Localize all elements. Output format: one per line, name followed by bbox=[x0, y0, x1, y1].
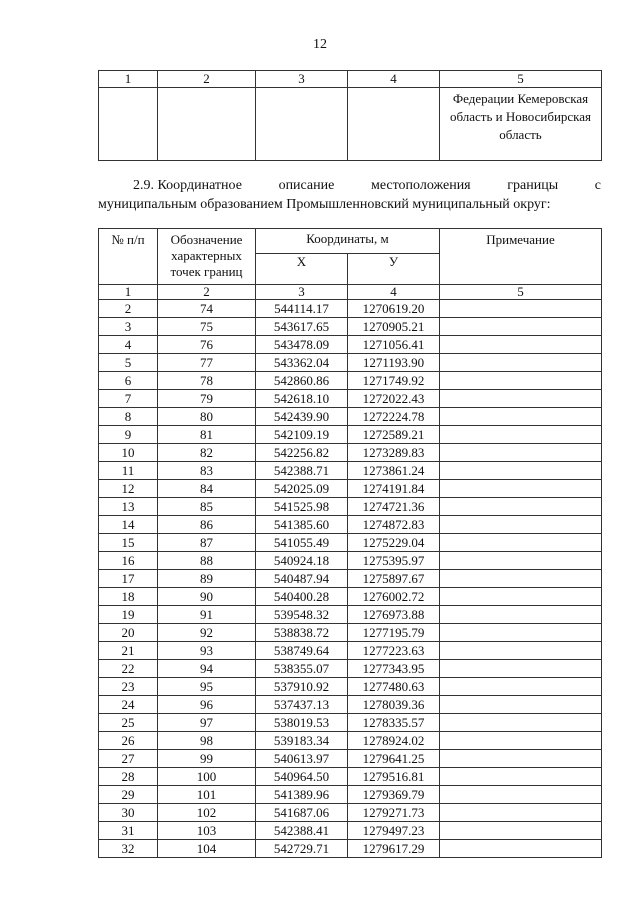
coord-y-cell: 1279617.29 bbox=[348, 840, 440, 858]
note-cell bbox=[440, 336, 602, 354]
point-designation-cell: 77 bbox=[158, 354, 256, 372]
point-designation-cell: 86 bbox=[158, 516, 256, 534]
note-cell bbox=[440, 714, 602, 732]
note-cell bbox=[440, 660, 602, 678]
coord-x-cell: 542860.86 bbox=[256, 372, 348, 390]
section-heading-line bbox=[98, 176, 601, 195]
note-cell bbox=[440, 354, 602, 372]
table-row bbox=[99, 390, 602, 408]
note-cell bbox=[440, 786, 602, 804]
table-row bbox=[99, 300, 602, 318]
coord-x-cell: 542729.71 bbox=[256, 840, 348, 858]
coord-x-cell: 541525.98 bbox=[256, 498, 348, 516]
section-text-line: муниципальным образованием Промышленновский муниципальный округ: bbox=[98, 197, 551, 212]
coord-y-cell: 1273861.24 bbox=[348, 462, 440, 480]
table-row bbox=[99, 714, 602, 732]
coord-y-cell: 1277223.63 bbox=[348, 642, 440, 660]
coord-y-cell: 1279369.79 bbox=[348, 786, 440, 804]
point-index-cell: 11 bbox=[99, 462, 158, 480]
header-note: Примечание bbox=[440, 229, 602, 285]
column-number: 5 bbox=[440, 71, 602, 88]
coord-x-cell: 537910.92 bbox=[256, 678, 348, 696]
table-row bbox=[99, 444, 602, 462]
table-row bbox=[99, 606, 602, 624]
point-index-cell: 29 bbox=[99, 786, 158, 804]
heading-word: местоположения bbox=[370, 178, 471, 193]
point-index-cell: 17 bbox=[99, 570, 158, 588]
point-designation-cell: 90 bbox=[158, 588, 256, 606]
point-designation-cell: 88 bbox=[158, 552, 256, 570]
point-designation-cell: 79 bbox=[158, 390, 256, 408]
column-number: 3 bbox=[256, 285, 348, 300]
point-index-cell: 6 bbox=[99, 372, 158, 390]
header-number: № п/п bbox=[99, 229, 158, 285]
point-index-cell: 3 bbox=[99, 318, 158, 336]
header-row bbox=[99, 229, 602, 254]
column-number: 1 bbox=[99, 285, 158, 300]
coord-y-cell: 1278039.36 bbox=[348, 696, 440, 714]
continuation-table bbox=[98, 70, 602, 161]
coord-y-cell: 1272589.21 bbox=[348, 426, 440, 444]
header-coordinates: Координаты, м bbox=[256, 229, 440, 254]
coord-y-cell: 1270619.20 bbox=[348, 300, 440, 318]
coord-y-cell: 1278335.57 bbox=[348, 714, 440, 732]
column-number-row bbox=[99, 285, 602, 300]
table-row bbox=[99, 768, 602, 786]
point-designation-cell: 102 bbox=[158, 804, 256, 822]
column-number: 5 bbox=[440, 285, 602, 300]
note-cell bbox=[440, 696, 602, 714]
note-cell bbox=[440, 570, 602, 588]
table-row bbox=[99, 516, 602, 534]
note-cell bbox=[440, 408, 602, 426]
coord-x-cell: 540400.28 bbox=[256, 588, 348, 606]
table-row bbox=[99, 804, 602, 822]
coord-x-cell: 542388.71 bbox=[256, 462, 348, 480]
page-number: 12 bbox=[313, 37, 327, 52]
coord-x-cell: 539183.34 bbox=[256, 732, 348, 750]
coord-y-cell: 1279516.81 bbox=[348, 768, 440, 786]
note-cell bbox=[440, 624, 602, 642]
coord-x-cell: 538355.07 bbox=[256, 660, 348, 678]
column-number: 4 bbox=[348, 285, 440, 300]
heading-word: границы bbox=[507, 178, 559, 193]
column-number: 3 bbox=[256, 71, 348, 88]
point-index-cell: 12 bbox=[99, 480, 158, 498]
note-cell bbox=[440, 552, 602, 570]
point-index-cell: 13 bbox=[99, 498, 158, 516]
table-row bbox=[99, 426, 602, 444]
point-index-cell: 7 bbox=[99, 390, 158, 408]
point-index-cell: 31 bbox=[99, 822, 158, 840]
coord-y-cell: 1277480.63 bbox=[348, 678, 440, 696]
coord-y-cell: 1274872.83 bbox=[348, 516, 440, 534]
point-designation-cell: 82 bbox=[158, 444, 256, 462]
header-y: У bbox=[348, 254, 440, 285]
point-designation-cell: 101 bbox=[158, 786, 256, 804]
section-paragraph bbox=[98, 176, 601, 214]
table-row bbox=[99, 336, 602, 354]
note-cell bbox=[440, 462, 602, 480]
point-index-cell: 18 bbox=[99, 588, 158, 606]
coord-x-cell: 540613.97 bbox=[256, 750, 348, 768]
point-index-cell: 19 bbox=[99, 606, 158, 624]
table-row bbox=[99, 552, 602, 570]
coord-y-cell: 1277195.79 bbox=[348, 624, 440, 642]
point-designation-cell: 104 bbox=[158, 840, 256, 858]
point-index-cell: 25 bbox=[99, 714, 158, 732]
table-cell bbox=[158, 88, 256, 161]
point-designation-cell: 83 bbox=[158, 462, 256, 480]
note-cell bbox=[440, 390, 602, 408]
coord-x-cell: 538019.53 bbox=[256, 714, 348, 732]
table-row bbox=[99, 660, 602, 678]
point-index-cell: 5 bbox=[99, 354, 158, 372]
note-cell bbox=[440, 768, 602, 786]
point-designation-cell: 76 bbox=[158, 336, 256, 354]
note-cell bbox=[440, 732, 602, 750]
note-cell bbox=[440, 426, 602, 444]
table-row bbox=[99, 678, 602, 696]
note-cell bbox=[440, 642, 602, 660]
coord-y-cell: 1275229.04 bbox=[348, 534, 440, 552]
table-row bbox=[99, 588, 602, 606]
heading-word: описание bbox=[278, 178, 335, 193]
coord-x-cell: 540924.18 bbox=[256, 552, 348, 570]
point-index-cell: 4 bbox=[99, 336, 158, 354]
note-cell bbox=[440, 534, 602, 552]
coord-x-cell: 544114.17 bbox=[256, 300, 348, 318]
point-designation-cell: 98 bbox=[158, 732, 256, 750]
note-cell bbox=[440, 300, 602, 318]
header-designation: Обозначение характерных точек границ bbox=[158, 229, 256, 285]
point-designation-cell: 91 bbox=[158, 606, 256, 624]
table-row bbox=[99, 696, 602, 714]
point-designation-cell: 92 bbox=[158, 624, 256, 642]
table-row bbox=[99, 534, 602, 552]
coord-x-cell: 542025.09 bbox=[256, 480, 348, 498]
note-cell bbox=[440, 588, 602, 606]
coord-x-cell: 538749.64 bbox=[256, 642, 348, 660]
note-cell bbox=[440, 678, 602, 696]
coord-x-cell: 541687.06 bbox=[256, 804, 348, 822]
coord-y-cell: 1271749.92 bbox=[348, 372, 440, 390]
note-cell bbox=[440, 444, 602, 462]
table-row bbox=[99, 498, 602, 516]
table-row bbox=[99, 480, 602, 498]
point-index-cell: 10 bbox=[99, 444, 158, 462]
column-number: 1 bbox=[99, 71, 158, 88]
coord-y-cell: 1277343.95 bbox=[348, 660, 440, 678]
coord-y-cell: 1276973.88 bbox=[348, 606, 440, 624]
note-cell bbox=[440, 840, 602, 858]
table-cell bbox=[256, 88, 348, 161]
point-designation-cell: 95 bbox=[158, 678, 256, 696]
coord-y-cell: 1275395.97 bbox=[348, 552, 440, 570]
point-index-cell: 2 bbox=[99, 300, 158, 318]
coord-y-cell: 1274721.36 bbox=[348, 498, 440, 516]
point-index-cell: 20 bbox=[99, 624, 158, 642]
coord-x-cell: 537437.13 bbox=[256, 696, 348, 714]
note-cell bbox=[440, 750, 602, 768]
coord-y-cell: 1272224.78 bbox=[348, 408, 440, 426]
table-row bbox=[99, 462, 602, 480]
coord-y-cell: 1275897.67 bbox=[348, 570, 440, 588]
coord-x-cell: 543478.09 bbox=[256, 336, 348, 354]
coord-x-cell: 541389.96 bbox=[256, 786, 348, 804]
continuation-row bbox=[99, 88, 602, 161]
point-index-cell: 22 bbox=[99, 660, 158, 678]
note-cell bbox=[440, 516, 602, 534]
point-index-cell: 15 bbox=[99, 534, 158, 552]
note-cell bbox=[440, 804, 602, 822]
point-designation-cell: 80 bbox=[158, 408, 256, 426]
section-number: 2.9. Координатное bbox=[133, 178, 242, 193]
coord-y-cell: 1276002.72 bbox=[348, 588, 440, 606]
point-designation-cell: 81 bbox=[158, 426, 256, 444]
table-row bbox=[99, 822, 602, 840]
table-row bbox=[99, 372, 602, 390]
point-designation-cell: 78 bbox=[158, 372, 256, 390]
coord-y-cell: 1271056.41 bbox=[348, 336, 440, 354]
coord-x-cell: 539548.32 bbox=[256, 606, 348, 624]
coord-x-cell: 543617.65 bbox=[256, 318, 348, 336]
column-number: 2 bbox=[158, 285, 256, 300]
coordinates-table bbox=[98, 228, 602, 858]
point-index-cell: 8 bbox=[99, 408, 158, 426]
point-designation-cell: 74 bbox=[158, 300, 256, 318]
table-cell bbox=[348, 88, 440, 161]
coord-x-cell: 542256.82 bbox=[256, 444, 348, 462]
table-row bbox=[99, 642, 602, 660]
point-designation-cell: 89 bbox=[158, 570, 256, 588]
coord-x-cell: 540964.50 bbox=[256, 768, 348, 786]
table-row bbox=[99, 408, 602, 426]
note-cell bbox=[440, 372, 602, 390]
table-row bbox=[99, 354, 602, 372]
coord-y-cell: 1272022.43 bbox=[348, 390, 440, 408]
point-designation-cell: 94 bbox=[158, 660, 256, 678]
heading-word: с bbox=[594, 178, 601, 193]
table-row bbox=[99, 624, 602, 642]
coord-x-cell: 540487.94 bbox=[256, 570, 348, 588]
coord-y-cell: 1271193.90 bbox=[348, 354, 440, 372]
coord-y-cell: 1274191.84 bbox=[348, 480, 440, 498]
point-designation-cell: 93 bbox=[158, 642, 256, 660]
note-cell bbox=[440, 822, 602, 840]
point-designation-cell: 75 bbox=[158, 318, 256, 336]
point-index-cell: 30 bbox=[99, 804, 158, 822]
coord-x-cell: 542439.90 bbox=[256, 408, 348, 426]
column-number: 4 bbox=[348, 71, 440, 88]
note-cell: Федерации Кемеровская область и Новосибирская область bbox=[440, 88, 602, 161]
note-cell bbox=[440, 480, 602, 498]
note-cell bbox=[440, 318, 602, 336]
point-index-cell: 32 bbox=[99, 840, 158, 858]
point-index-cell: 28 bbox=[99, 768, 158, 786]
coord-x-cell: 542109.19 bbox=[256, 426, 348, 444]
point-designation-cell: 100 bbox=[158, 768, 256, 786]
table-row bbox=[99, 786, 602, 804]
coord-x-cell: 538838.72 bbox=[256, 624, 348, 642]
coord-y-cell: 1279497.23 bbox=[348, 822, 440, 840]
coord-x-cell: 541055.49 bbox=[256, 534, 348, 552]
coord-y-cell: 1279271.73 bbox=[348, 804, 440, 822]
note-cell bbox=[440, 498, 602, 516]
coord-y-cell: 1270905.21 bbox=[348, 318, 440, 336]
point-designation-cell: 99 bbox=[158, 750, 256, 768]
coord-x-cell: 541385.60 bbox=[256, 516, 348, 534]
note-cell bbox=[440, 606, 602, 624]
point-index-cell: 21 bbox=[99, 642, 158, 660]
point-index-cell: 16 bbox=[99, 552, 158, 570]
header-x: X bbox=[256, 254, 348, 285]
coord-y-cell: 1278924.02 bbox=[348, 732, 440, 750]
table-row bbox=[99, 732, 602, 750]
coord-x-cell: 543362.04 bbox=[256, 354, 348, 372]
coord-x-cell: 542618.10 bbox=[256, 390, 348, 408]
coord-y-cell: 1273289.83 bbox=[348, 444, 440, 462]
table-row bbox=[99, 750, 602, 768]
table-row bbox=[99, 840, 602, 858]
point-index-cell: 26 bbox=[99, 732, 158, 750]
point-designation-cell: 96 bbox=[158, 696, 256, 714]
point-index-cell: 23 bbox=[99, 678, 158, 696]
point-designation-cell: 103 bbox=[158, 822, 256, 840]
coord-y-cell: 1279641.25 bbox=[348, 750, 440, 768]
point-index-cell: 14 bbox=[99, 516, 158, 534]
point-designation-cell: 84 bbox=[158, 480, 256, 498]
table-row bbox=[99, 318, 602, 336]
point-designation-cell: 97 bbox=[158, 714, 256, 732]
column-number: 2 bbox=[158, 71, 256, 88]
point-index-cell: 24 bbox=[99, 696, 158, 714]
point-index-cell: 9 bbox=[99, 426, 158, 444]
continuation-header-row bbox=[99, 71, 602, 88]
coord-x-cell: 542388.41 bbox=[256, 822, 348, 840]
point-index-cell: 27 bbox=[99, 750, 158, 768]
point-designation-cell: 87 bbox=[158, 534, 256, 552]
table-row bbox=[99, 570, 602, 588]
table-cell bbox=[99, 88, 158, 161]
point-designation-cell: 85 bbox=[158, 498, 256, 516]
